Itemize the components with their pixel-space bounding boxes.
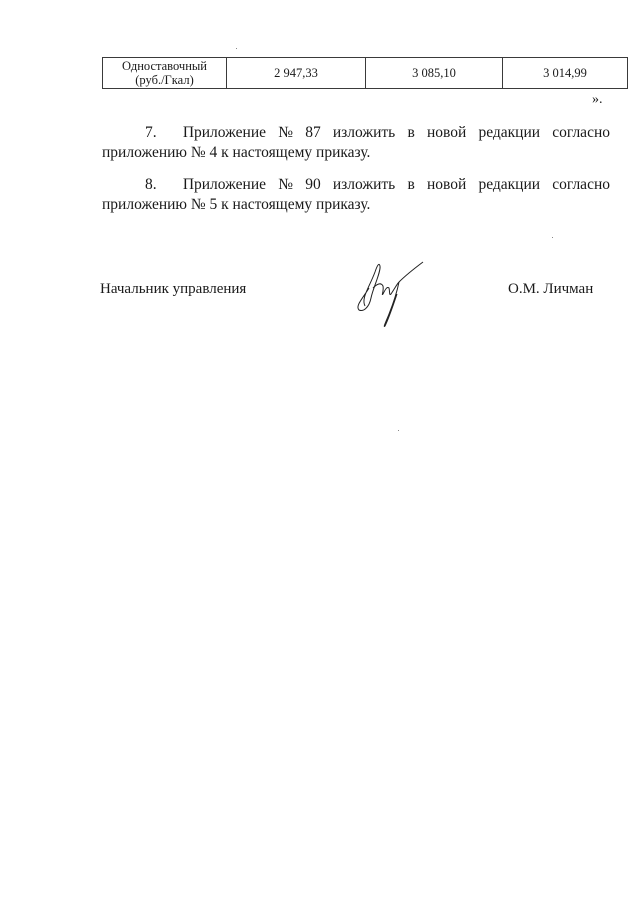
- paragraph-number: 7.: [145, 124, 157, 141]
- table-cell-value: 3 085,10: [366, 58, 503, 89]
- row-label-line2: (руб./Гкал): [135, 73, 194, 87]
- signatory-name: О.М. Личман: [508, 281, 594, 297]
- word: согласно: [552, 124, 610, 141]
- word: 90: [305, 176, 321, 193]
- word: редакции: [478, 176, 541, 193]
- word: редакции: [478, 124, 541, 141]
- word: изложить: [332, 124, 396, 141]
- word: в: [407, 124, 415, 141]
- paragraph-line: приложению № 5 к настоящему приказу.: [102, 196, 371, 213]
- table-cell-value: 2 947,33: [227, 58, 366, 89]
- handwritten-signature-icon: [343, 258, 438, 330]
- word: новой: [426, 176, 467, 193]
- paragraph-line: [102, 175, 610, 195]
- tariff-table: [102, 57, 628, 89]
- paragraph-line: [102, 123, 610, 143]
- row-label-line1: Одноставочный: [122, 59, 207, 73]
- table-row: [103, 58, 628, 89]
- paragraph-line: приложению № 4 к настоящему приказу.: [102, 144, 371, 161]
- word: согласно: [552, 176, 610, 193]
- paragraph-number: 8.: [145, 176, 157, 193]
- table-cell-value: 3 014,99: [503, 58, 628, 89]
- table-cell-label: [103, 58, 227, 89]
- scan-speck: [398, 430, 399, 431]
- word: Приложение: [182, 124, 267, 141]
- paragraph-8: [102, 175, 610, 215]
- paragraph-7: [102, 123, 610, 163]
- word: №: [278, 176, 293, 193]
- word: №: [278, 124, 293, 141]
- word: 87: [305, 124, 321, 141]
- scan-speck: [552, 237, 553, 238]
- word: Приложение: [182, 176, 267, 193]
- scan-speck: [236, 48, 237, 49]
- closing-quote: ».: [592, 92, 603, 107]
- word: в: [407, 176, 415, 193]
- signatory-position: Начальник управления: [100, 281, 247, 297]
- word: новой: [426, 124, 467, 141]
- word: изложить: [332, 176, 396, 193]
